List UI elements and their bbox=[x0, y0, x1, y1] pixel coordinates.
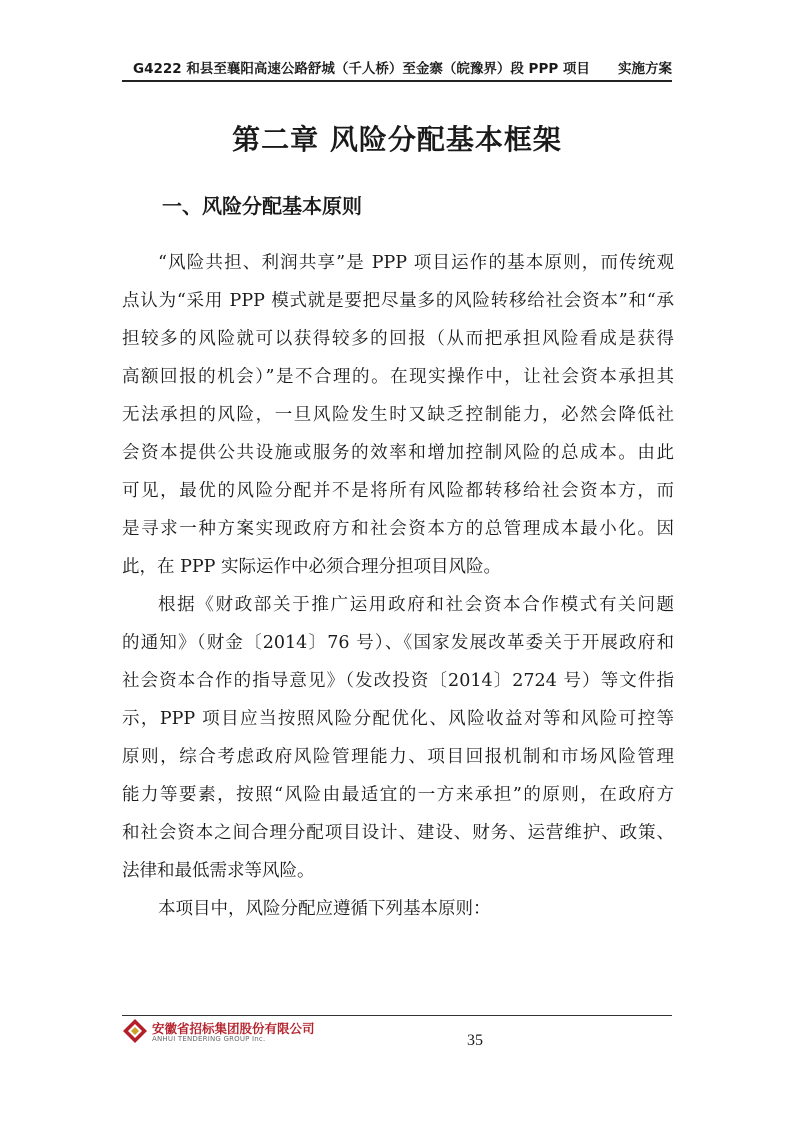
text-line: 能力等要素，按照“风险由最适宜的一方来承担”的原则，在政府方 bbox=[122, 785, 674, 805]
text-line: 和社会资本之间合理分配项目设计、建设、财务、运营维护、政策、 bbox=[122, 823, 674, 843]
body-text bbox=[122, 244, 674, 928]
text-line: 点认为“采用 PPP 模式就是要把尽量多的风险转移给社会资本”和“承 bbox=[122, 291, 674, 311]
text-line: 原则，综合考虑政府风险管理能力、项目回报机制和市场风险管理 bbox=[122, 747, 674, 767]
paragraph-2 bbox=[122, 586, 674, 890]
company-logo-icon bbox=[122, 1018, 148, 1044]
text-line: 根据《财政部关于推广运用政府和社会资本合作模式有关问题 bbox=[158, 595, 674, 615]
company-name-cn: 安徽省招标集团股份有限公司 bbox=[152, 1021, 315, 1036]
text-line: 可见，最优的风险分配并不是将所有风险都转移给社会资本方，而 bbox=[122, 481, 674, 501]
text-line: 担较多的风险就可以获得较多的回报（从而把承担风险看成是获得 bbox=[122, 329, 674, 349]
page-number: 35 bbox=[467, 1032, 483, 1049]
paragraph-3 bbox=[122, 890, 674, 928]
text-line: 无法承担的风险，一旦风险发生时又缺乏控制能力，必然会降低社 bbox=[122, 405, 674, 425]
text-line: 此，在 PPP 实际运作中必须合理分担项目风险。 bbox=[122, 557, 501, 577]
text-line: “风险共担、利润共享”是 PPP 项目运作的基本原则，而传统观 bbox=[158, 253, 674, 273]
text-line: 的通知》（财金〔2014〕76 号）、《国家发展改革委关于开展政府和 bbox=[122, 633, 674, 653]
header-divider bbox=[122, 80, 672, 82]
chapter-title: 第二章 风险分配基本框架 bbox=[232, 123, 562, 156]
text-line: 会资本提供公共设施或服务的效率和增加控制风险的总成本。由此 bbox=[122, 443, 674, 463]
footer-divider bbox=[122, 1015, 672, 1016]
text-line: 示，PPP 项目应当按照风险分配优化、风险收益对等和风险可控等 bbox=[122, 709, 674, 729]
company-name-en: ANHUI TENDERING GROUP Inc. bbox=[152, 1035, 266, 1043]
text-line: 法律和最低需求等风险。 bbox=[122, 861, 315, 881]
text-line: 本项目中，风险分配应遵循下列基本原则： bbox=[158, 899, 491, 919]
paragraph-1 bbox=[122, 244, 674, 586]
page-header bbox=[122, 57, 672, 79]
header-project-title: G4222 和县至襄阳高速公路舒城（千人桥）至金寨（皖豫界）段 PPP 项目 bbox=[133, 61, 590, 77]
text-line: 社会资本合作的指导意见》（发改投资〔2014〕2724 号）等文件指 bbox=[122, 671, 674, 691]
company-logo bbox=[122, 1018, 332, 1046]
text-line: 是寻求一种方案实现政府方和社会资本方的总管理成本最小化。因 bbox=[122, 519, 674, 539]
text-line: 高额回报的机会）”是不合理的。在现实操作中，让社会资本承担其 bbox=[122, 367, 674, 387]
header-doc-type: 实施方案 bbox=[618, 61, 672, 77]
section-title: 一、风险分配基本原则 bbox=[162, 194, 362, 218]
